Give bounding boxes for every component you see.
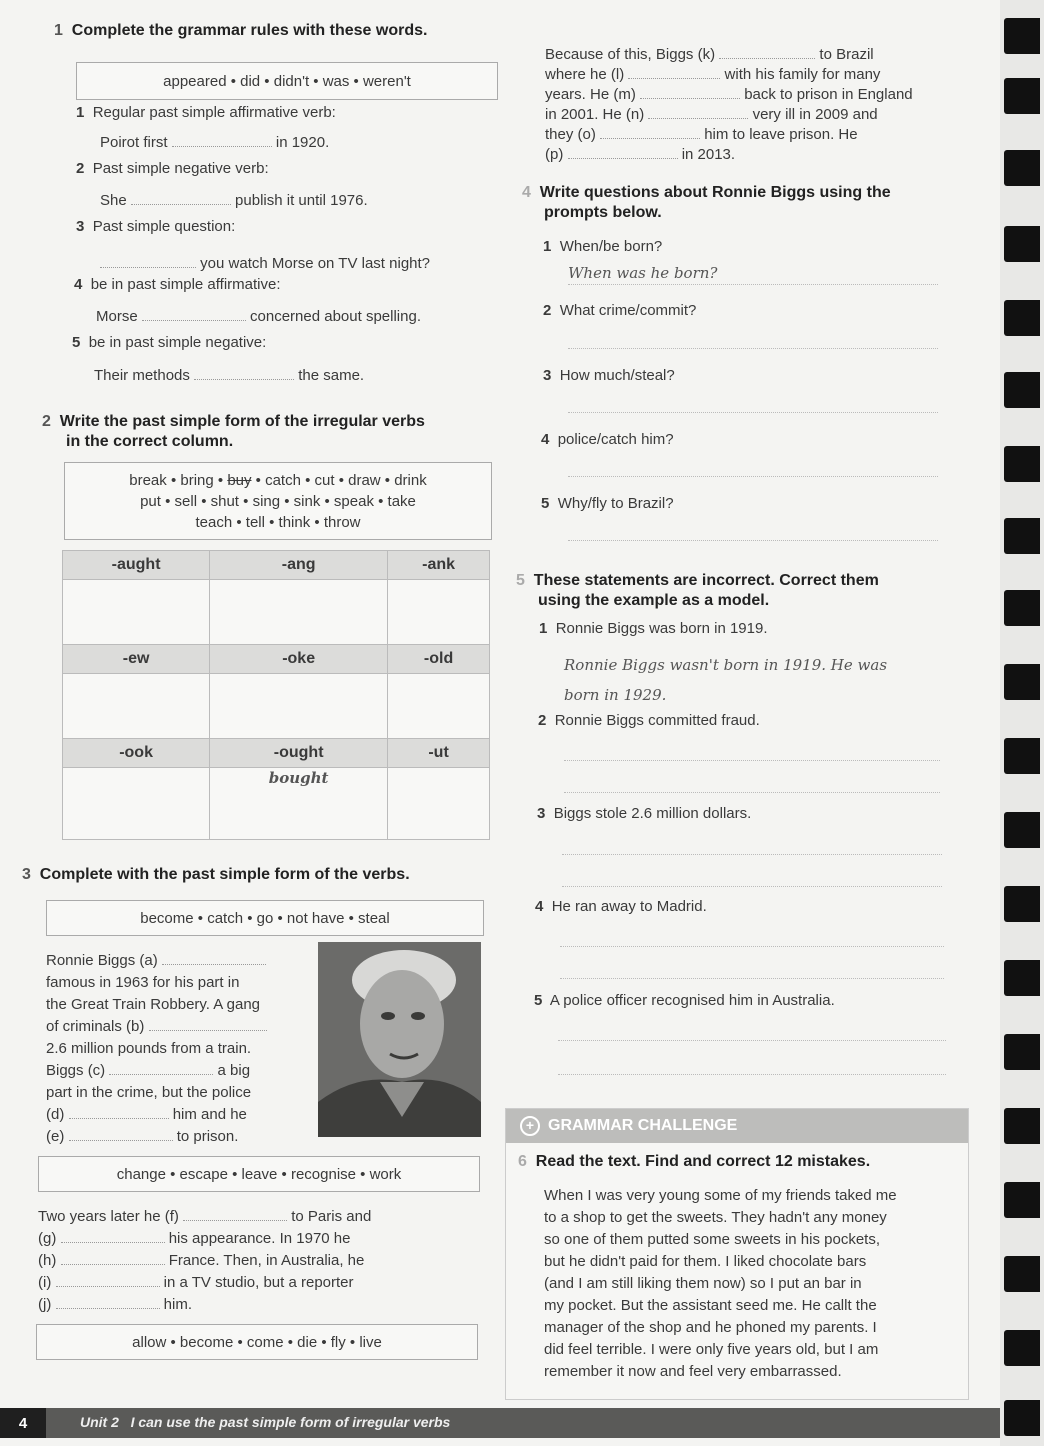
- grammar-challenge-banner: + GRAMMAR CHALLENGE: [506, 1109, 968, 1143]
- binding-ring: [1004, 150, 1040, 186]
- answer-line[interactable]: [568, 540, 938, 541]
- spiral-binding: [1000, 0, 1044, 1446]
- table-header: -ang: [210, 551, 388, 580]
- plus-circle-icon: +: [520, 1116, 540, 1136]
- ex1-item-1-rule: 1 Regular past simple affirmative verb:: [76, 104, 336, 121]
- ex6-text: When I was very young some of my friends taked me to a shop to get the sweets. They hadn't any money so one of them putted some sweets in his pockets, but he didn't paid for them. I liked chocolate bars (and I am still liking them now) so I put an bar in my pocket. But the assistant seed me. He callt the manager of the shop and he phoned my parents. I did feel terrible. I were only five years old, but I am remember it now and feel very embarrassed.: [544, 1187, 897, 1380]
- table-cell[interactable]: [210, 674, 388, 739]
- answer-blank[interactable]: [648, 118, 748, 119]
- answer-line[interactable]: [564, 792, 940, 793]
- table-header: -ook: [63, 739, 210, 768]
- table-cell[interactable]: [63, 674, 210, 739]
- ex1-item-5-rule: 5 be in past simple negative:: [72, 334, 267, 351]
- ex2-heading: 2 Write the past simple form of the irregular verbs in the correct column.: [42, 413, 425, 450]
- answer-blank[interactable]: [628, 78, 720, 79]
- binding-ring: [1004, 812, 1040, 848]
- answer-blank[interactable]: [69, 1118, 169, 1119]
- ex1-item-1-sentence: Poirot first in 1920.: [100, 134, 330, 151]
- ex4-heading: 4 Write questions about Ronnie Biggs using the prompts below.: [522, 184, 891, 221]
- ex5-item-5: 5 A police officer recognised him in Australia.: [534, 992, 835, 1009]
- binding-ring: [1004, 300, 1040, 336]
- table-header: -ut: [388, 739, 490, 768]
- binding-ring: [1004, 1182, 1040, 1218]
- table-header: -old: [388, 645, 490, 674]
- answer-line[interactable]: [568, 412, 938, 413]
- answer-blank[interactable]: [640, 98, 740, 99]
- answer-line[interactable]: [568, 284, 938, 285]
- binding-ring: [1004, 664, 1040, 700]
- grammar-challenge-panel: [505, 1108, 969, 1400]
- answer-line[interactable]: [562, 886, 942, 887]
- ex1-word-box: appeared • did • didn't • was • weren't: [76, 62, 498, 100]
- ex5-item-1: 1 Ronnie Biggs was born in 1919.: [539, 620, 768, 637]
- binding-ring: [1004, 1330, 1040, 1366]
- answer-line[interactable]: [560, 978, 944, 979]
- ex3-heading: 3 Complete with the past simple form of the verbs.: [22, 866, 410, 883]
- binding-ring: [1004, 738, 1040, 774]
- ex3-word-box-1: become • catch • go • not have • steal: [46, 900, 484, 936]
- answer-line[interactable]: [568, 348, 938, 349]
- ex1-item-3-sentence: you watch Morse on TV last night?: [100, 255, 430, 272]
- table-header: -ew: [63, 645, 210, 674]
- answer-blank[interactable]: [149, 1030, 267, 1031]
- table-header: -ought: [210, 739, 388, 768]
- answer-blank[interactable]: [100, 267, 196, 268]
- ex5-item-4: 4 He ran away to Madrid.: [535, 898, 707, 915]
- answer-blank[interactable]: [109, 1074, 213, 1075]
- answer-blank[interactable]: [172, 146, 272, 147]
- ex5-item-1-answer: Ronnie Biggs wasn't born in 1919. He was born in 1929.: [564, 656, 888, 704]
- table-cell[interactable]: [210, 768, 388, 840]
- binding-ring: [1004, 590, 1040, 626]
- binding-ring: [1004, 886, 1040, 922]
- answer-blank[interactable]: [142, 320, 246, 321]
- table-header: -ank: [388, 551, 490, 580]
- answer-line[interactable]: [558, 1074, 946, 1075]
- ex5-heading: 5 These statements are incorrect. Correct them using the example as a model.: [516, 572, 879, 609]
- table-cell[interactable]: [388, 674, 490, 739]
- ex1-item-4-rule: 4 be in past simple affirmative:: [74, 276, 281, 293]
- ex1-item-3-rule: 3 Past simple question:: [76, 218, 236, 235]
- binding-ring: [1004, 78, 1040, 114]
- handwritten-answer: bought: [268, 769, 329, 787]
- ex1-item-5-sentence: Their methods the same.: [94, 367, 365, 384]
- ex1-heading: 1 Complete the grammar rules with these words.: [54, 22, 428, 39]
- table-cell[interactable]: [63, 580, 210, 645]
- ex1-item-2-sentence: She publish it until 1976.: [100, 192, 368, 209]
- answer-blank[interactable]: [61, 1264, 165, 1265]
- answer-blank[interactable]: [719, 58, 815, 59]
- ex2-word-box: break • bring • buy • catch • cut • draw • drink put • sell • shut • sing • sink • speak • take teach • tell • think • throw: [64, 462, 492, 540]
- ex1-item-4-sentence: Morse concerned about spelling.: [96, 308, 421, 325]
- binding-ring: [1004, 18, 1040, 54]
- ex5-item-3: 3 Biggs stole 2.6 million dollars.: [537, 805, 752, 822]
- binding-ring: [1004, 446, 1040, 482]
- binding-ring: [1004, 1034, 1040, 1070]
- ex2-column-table: [62, 550, 490, 840]
- answer-blank[interactable]: [56, 1308, 160, 1309]
- ex1-item-2-rule: 2 Past simple negative verb:: [76, 160, 269, 177]
- answer-line[interactable]: [558, 1040, 946, 1041]
- ronnie-biggs-photo: [318, 942, 481, 1137]
- binding-ring: [1004, 372, 1040, 408]
- answer-line[interactable]: [568, 476, 938, 477]
- table-header: -aught: [63, 551, 210, 580]
- answer-blank[interactable]: [568, 158, 678, 159]
- footer-unit-text: Unit 2 I can use the past simple form of irregular verbs: [80, 1414, 451, 1430]
- ex4-item-5: 5 Why/fly to Brazil?: [541, 495, 674, 512]
- ex4-item-4: 4 police/catch him?: [541, 431, 674, 448]
- table-cell[interactable]: [210, 580, 388, 645]
- ex3-paragraph-3: Because of this, Biggs (k) to Brazil where he (l) with his family for many years. He (m) back to prison in England in 2001. He (n) very ill in 2009 and they (o) him to leave prison. He (p) in 2013.: [545, 46, 913, 163]
- table-cell[interactable]: [388, 768, 490, 840]
- answer-line[interactable]: [560, 946, 944, 947]
- answer-blank[interactable]: [194, 379, 294, 380]
- binding-ring: [1004, 960, 1040, 996]
- page-number: 4: [0, 1408, 46, 1438]
- binding-ring: [1004, 226, 1040, 262]
- answer-blank[interactable]: [600, 138, 700, 139]
- binding-ring: [1004, 1400, 1040, 1436]
- ex4-item-2: 2 What crime/commit?: [543, 302, 697, 319]
- binding-ring: [1004, 518, 1040, 554]
- answer-blank[interactable]: [183, 1220, 287, 1221]
- binding-ring: [1004, 1256, 1040, 1292]
- table-cell[interactable]: [63, 768, 210, 840]
- ex4-item-3: 3 How much/steal?: [543, 367, 675, 384]
- answer-blank[interactable]: [56, 1286, 160, 1287]
- table-header: -oke: [210, 645, 388, 674]
- ex4-item-1-answer: When was he born?: [568, 264, 718, 282]
- ex5-item-2: 2 Ronnie Biggs committed fraud.: [538, 712, 760, 729]
- ex3-paragraph-2: Two years later he (f) to Paris and (g) his appearance. In 1970 he (h) France. Then, in Australia, he (i) in a TV studio, but a reporter (j) him.: [38, 1208, 372, 1313]
- answer-blank[interactable]: [69, 1140, 173, 1141]
- answer-blank[interactable]: [162, 964, 266, 965]
- answer-line[interactable]: [564, 760, 940, 761]
- portrait-image: [318, 942, 481, 1137]
- ex3-word-box-3: allow • become • come • die • fly • live: [36, 1324, 478, 1360]
- answer-blank[interactable]: [61, 1242, 165, 1243]
- page-footer: [0, 1408, 1000, 1438]
- ex4-item-1: 1 When/be born?: [543, 238, 663, 255]
- binding-ring: [1004, 1108, 1040, 1144]
- ex3-word-box-2: change • escape • leave • recognise • work: [38, 1156, 480, 1192]
- answer-line[interactable]: [562, 854, 942, 855]
- answer-blank[interactable]: [131, 204, 231, 205]
- ex6-heading: 6 Read the text. Find and correct 12 mistakes.: [518, 1153, 871, 1170]
- ex3-paragraph-1: Ronnie Biggs (a) famous in 1963 for his part in the Great Train Robbery. A gang of criminals (b) 2.6 million pounds from a train. Biggs (c) a big part in the crime, but the police (d) him and he (e) to prison.: [46, 950, 316, 1148]
- table-cell[interactable]: [388, 580, 490, 645]
